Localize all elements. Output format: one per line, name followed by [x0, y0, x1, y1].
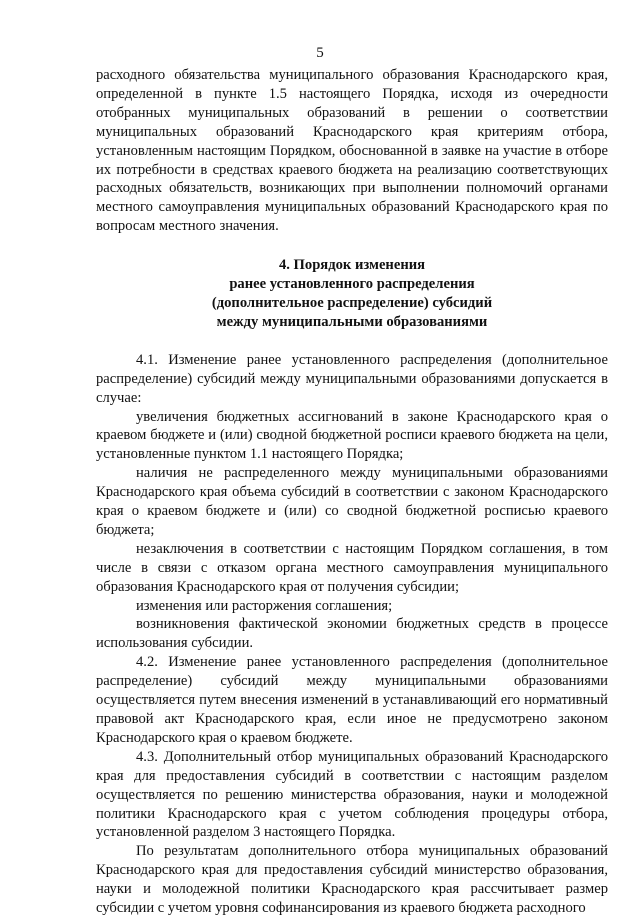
list-item-budget-savings: возникновения фактической экономии бюджетных средств в процессе использования субсидии.: [96, 616, 608, 652]
paragraph-4-2: 4.2. Изменение ранее установленного распределения (дополнительное распределение) субсидий между муниципальными образованиями осуществляется путем внесения изменений в устанавливающий его нормативный правовой акт Краснодарского края, если иное не предусмотрено законом Краснодарского края о краевом бюджете.: [96, 654, 608, 746]
intro-paragraph: расходного обязательства муниципального образования Краснодарского края, определенной в пункте 1.5 настоящего Порядка, исходя из очередности отобранных муниципальных образований в решении о соответствии муниципальных образований Краснодарского края критериям отбора, установленным настоящим Порядком, обоснованной в заявке на участие в отборе их потребности в средствах краевого бюджета на реализацию соответствующих расходных обязательств, возникающих при выполнении полномочий органами местного самоуправления муниципальных образований Краснодарского края по вопросам местного значения.: [96, 67, 608, 235]
section-heading: [96, 256, 608, 332]
list-item-agreement-change: изменения или расторжения соглашения;: [136, 597, 393, 614]
section-heading-line-1: 4. Порядок изменения: [278, 257, 426, 274]
page-number: 5: [316, 45, 324, 61]
document-body: [96, 66, 608, 918]
paragraph-final: По результатам дополнительного отбора муниципальных образований Краснодарского края для предоставления субсидий министерство образования, науки и молодежной политики Краснодарского края рассчитывает размер субсидии с учетом уровня софинансирования из краевого бюджета расходного: [96, 843, 608, 917]
section-heading-line-2: ранее установленного распределения: [229, 276, 475, 293]
section-heading-line-3: (дополнительное распределение) субсидий: [211, 294, 493, 311]
list-item-budget-increase: увеличения бюджетных ассигнований в законе Краснодарского края о краевом бюджете и (или) сводной бюджетной росписи краевого бюджета на цели, установленные пунктом 1.1 настоящего Порядка;: [96, 408, 608, 463]
paragraph-4-3: 4.3. Дополнительный отбор муниципальных образований Краснодарского края для предоставления субсидий в соответствии с настоящим разделом осуществляется по решению министерства образования, науки и молодежной политики Краснодарского края с учетом соблюдения процедуры отбора, установленной разделом 3 настоящего Порядка.: [96, 748, 608, 841]
paragraph-4-1: 4.1. Изменение ранее установленного распределения (дополнительное распределение) субсидий между муниципальными образованиями допускается в случае:: [96, 351, 608, 406]
section-heading-line-4: между муниципальными образованиями: [216, 313, 488, 330]
list-item-undistributed-volume: наличия не распределенного между муниципальными образованиями Краснодарского края объема субсидий в соответствии с законом Краснодарского края о краевом бюджете и (или) со сводной бюджетной росписью краевого бюджета;: [96, 465, 608, 538]
list-item-agreement-not-concluded: незаключения в соответствии с настоящим Порядком соглашения, в том числе в связи с отказом органа местного самоуправления муниципального образования Краснодарского края от получения субсидии;: [96, 540, 608, 595]
